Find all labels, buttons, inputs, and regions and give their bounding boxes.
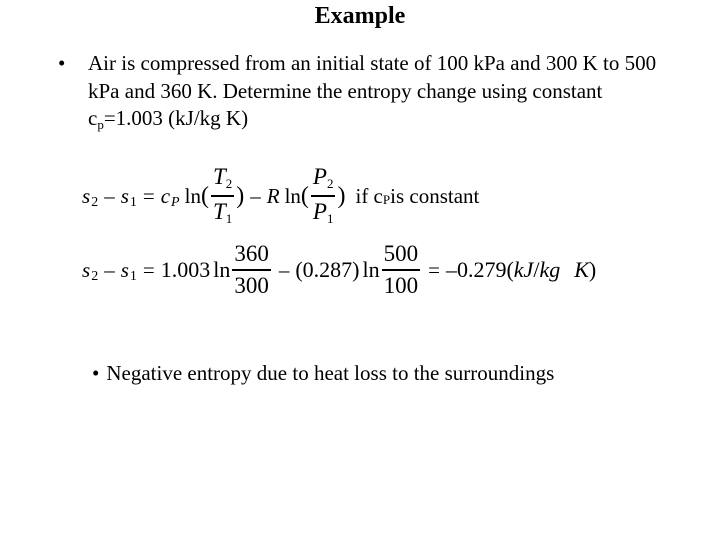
eq-s: s: [82, 257, 91, 282]
eq-s-sub1: 1: [129, 269, 137, 284]
frac-denominator: T1: [212, 198, 233, 226]
bullet-marker: •: [92, 361, 100, 385]
eq-unit-k: K: [574, 257, 589, 282]
slide-title: Example: [314, 3, 406, 29]
eq-minus: –: [104, 183, 115, 208]
eq-open-paren: (: [200, 182, 209, 209]
frac-denominator: 100: [383, 272, 419, 298]
eq-s-sub1: 1: [129, 195, 137, 210]
eq-fraction-T: [211, 162, 234, 230]
eq-minus: –: [104, 257, 115, 282]
eq-result: –0.279(: [445, 257, 514, 282]
eq-s-sub2: 2: [91, 195, 99, 210]
frac-denominator: P1: [312, 198, 334, 226]
problem-text: [88, 50, 678, 139]
entropy-equation-numeric: [82, 236, 596, 304]
eq-if-sub: P: [382, 192, 391, 207]
eq-unit-slash: /: [533, 257, 540, 282]
eq-close-paren: ): [588, 257, 597, 282]
eq-fraction-temperature: [232, 239, 271, 301]
eq-equals: =: [142, 183, 155, 208]
eq-s-sub2: 2: [91, 269, 99, 284]
eq-unit-kg: kg: [539, 257, 561, 282]
frac-numerator: 360: [234, 241, 269, 267]
eq-if-text: if c: [355, 183, 383, 208]
eq-r-term: (0.287): [295, 257, 360, 282]
frac-numerator: T2: [212, 164, 233, 192]
eq-fraction-P: [311, 162, 336, 230]
eq-s: s: [120, 183, 129, 208]
eq-ln: ln: [362, 257, 380, 282]
eq-c-sub: P: [171, 195, 180, 210]
note-bullet: [92, 361, 554, 386]
eq-s: s: [82, 183, 91, 208]
eq-close-paren: ): [236, 182, 245, 209]
frac-numerator: 500: [383, 241, 419, 267]
bullet-marker: •: [58, 51, 66, 75]
eq-R: R: [266, 183, 280, 208]
eq-minus2: –: [278, 257, 290, 282]
eq-constant-text: is constant: [390, 183, 480, 208]
eq-s: s: [120, 257, 129, 282]
eq-close-paren: ): [337, 182, 346, 209]
eq-ln: ln: [284, 183, 301, 208]
note-text: Negative entropy due to heat loss to the surroundings: [106, 361, 555, 385]
eq-equals2: =: [428, 257, 440, 282]
eq-minus2: –: [250, 183, 261, 208]
frac-numerator: P2: [312, 164, 334, 192]
problem-text-value: =1.003 (kJ/kg K): [103, 106, 249, 130]
eq-ln: ln: [184, 183, 201, 208]
eq-unit-kj: kJ: [513, 257, 534, 282]
frac-denominator: 300: [234, 272, 269, 298]
cp-subscript: p: [97, 117, 104, 132]
problem-text-main: Air is compressed from an initial state of 100 kPa and 300 K to 500 kPa and 360 K. Determine the entropy change using constant c: [88, 51, 657, 130]
eq-open-paren: (: [300, 182, 309, 209]
eq-c: c: [160, 183, 171, 208]
eq-equals: =: [142, 257, 155, 282]
eq-fraction-pressure: [382, 239, 421, 301]
eq-ln: ln: [213, 257, 231, 282]
entropy-equation-general: [82, 162, 479, 230]
eq-coefficient: 1.003: [160, 257, 211, 282]
